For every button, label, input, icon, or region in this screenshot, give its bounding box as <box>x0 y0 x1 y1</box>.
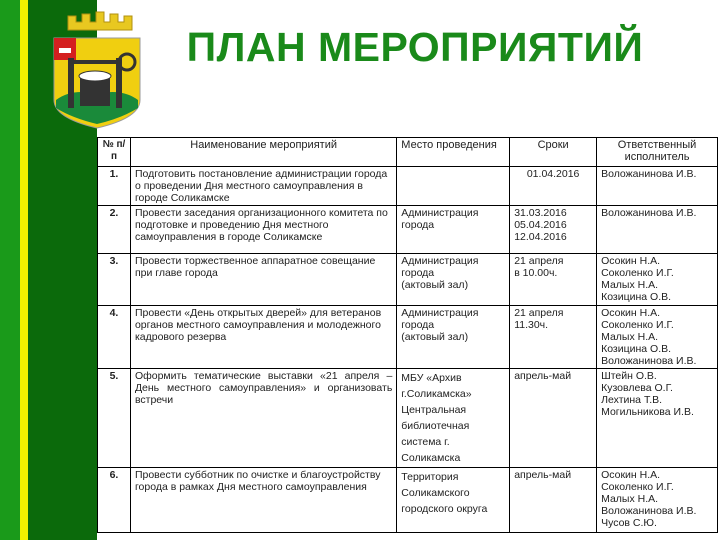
header-place: Место проведения <box>397 138 510 167</box>
row-dates: 01.04.2016 <box>510 167 597 206</box>
table-row <box>98 254 718 306</box>
header-name: Наименование мероприятий <box>130 138 396 167</box>
row-place: Администрация города (актовый зал) <box>397 254 510 306</box>
row-num: 1. <box>98 167 131 206</box>
table-row <box>98 468 718 533</box>
row-num: 4. <box>98 306 131 369</box>
row-responsible: Штейн О.В. Кузовлева О.Г. Лехтина Т.В. Могильникова И.В. <box>597 369 718 468</box>
row-dates: 21 апреля 11.30ч. <box>510 306 597 369</box>
row-num: 6. <box>98 468 131 533</box>
row-dates: 31.03.2016 05.04.2016 12.04.2016 <box>510 206 597 254</box>
row-responsible: Осокин Н.А. Соколенко И.Г. Малых Н.А. Воложанинова И.В. Чусов С.Ю. <box>597 468 718 533</box>
table-row <box>98 167 718 206</box>
header-dates: Сроки <box>510 138 597 167</box>
table-row <box>98 369 718 468</box>
row-place: МБУ «Архив г.Соликамска» Центральная библиотечная система г. Соликамска <box>397 369 510 468</box>
row-responsible: Воложанинова И.В. <box>597 206 718 254</box>
header-num: № п/п <box>98 138 131 167</box>
table-header-row <box>98 138 718 167</box>
events-table <box>97 137 718 533</box>
row-num: 2. <box>98 206 131 254</box>
row-name: Провести заседания организационного комитета по подготовке и проведению Дня местного самоуправления в городе Соликамске <box>130 206 396 254</box>
row-name: Провести «День открытых дверей» для ветеранов органов местного самоуправления и молодежного кадрового резерва <box>130 306 396 369</box>
row-name: Провести субботник по очистке и благоустройству города в рамках Дня местного самоуправления <box>130 468 396 533</box>
row-num: 3. <box>98 254 131 306</box>
row-num: 5. <box>98 369 131 468</box>
row-place: Администрация города <box>397 206 510 254</box>
row-name: Провести торжественное аппаратное совещание при главе города <box>130 254 396 306</box>
row-place: Территория Соликамского городского округа <box>397 468 510 533</box>
row-responsible: Осокин Н.А. Соколенко И.Г. Малых Н.А. Козицина О.В. <box>597 254 718 306</box>
row-responsible: Осокин Н.А. Соколенко И.Г. Малых Н.А. Козицина О.В. Воложанинова И.В. <box>597 306 718 369</box>
table-row <box>98 206 718 254</box>
row-name: Оформить тематические выставки «21 апреля – День местного самоуправления» и организовать встречи <box>130 369 396 468</box>
row-dates: апрель-май <box>510 468 597 533</box>
row-responsible: Воложанинова И.В. <box>597 167 718 206</box>
row-dates: 21 апреля в 10.00ч. <box>510 254 597 306</box>
row-dates: апрель-май <box>510 369 597 468</box>
stripe-yellow <box>20 0 28 540</box>
coat-of-arms-logo <box>52 8 142 130</box>
table-row <box>98 306 718 369</box>
stripe-green <box>0 0 20 540</box>
row-place: Администрация города (актовый зал) <box>397 306 510 369</box>
row-name: Подготовить постановление администрации города о проведении Дня местного самоуправления в городе Соликамске <box>130 167 396 206</box>
row-place <box>397 167 510 206</box>
page-title: ПЛАН МЕРОПРИЯТИЙ <box>186 24 644 70</box>
header-responsible: Ответственный исполнитель <box>597 138 718 167</box>
